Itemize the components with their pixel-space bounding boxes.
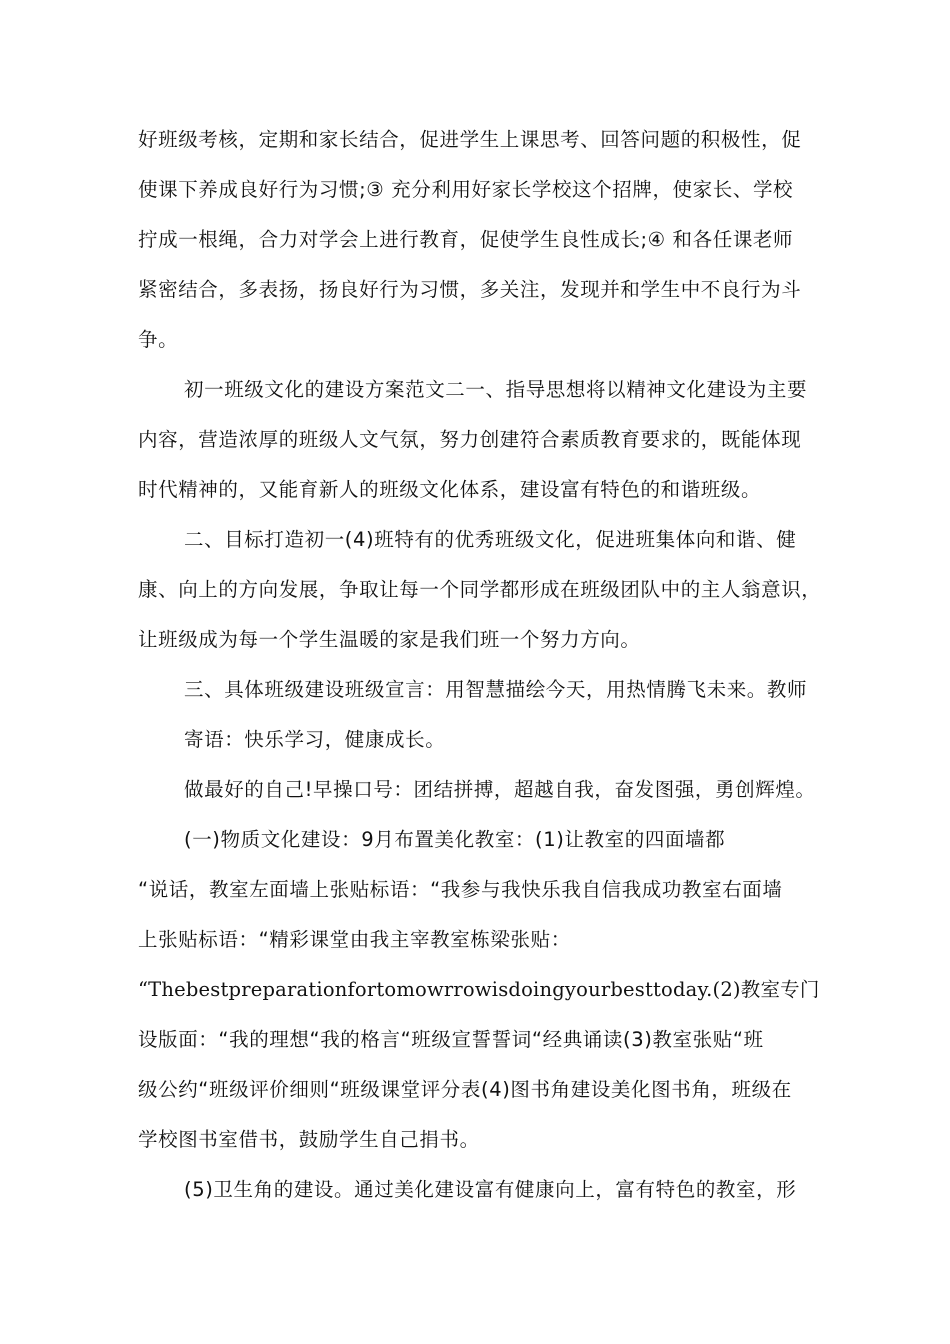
text-line-9: 二、目标打造初一(4)班特有的优秀班级文化，促进班集体向和谐、健 — [184, 528, 797, 551]
text-line-15: (一)物质文化建设：9月布置美化教室：(1)让教室的四面墙都 — [184, 828, 726, 851]
text-line-16: “说话，教室左面墙上张贴标语：“我参与我快乐我自信我成功教室右面墙 — [138, 878, 783, 901]
text-line-6: 初一班级文化的建设方案范文二一、指导思想将以精神文化建设为主要 — [184, 378, 808, 401]
text-line-20: 级公约“班级评价细则“班级课堂评分表(4)图书角建设美化图书角，班级在 — [138, 1078, 792, 1101]
text-line-14: 做最好的自己!早操口号：团结拼搏，超越自我，奋发图强，勇创辉煌。 — [184, 778, 816, 801]
text-line-7: 内容，营造浓厚的班级人文气氛，努力创建符合素质教育要求的，既能体现 — [138, 428, 802, 451]
text-line-3: 拧成一根绳，合力对学会上进行教育，促使学生良性成长;④ 和各任课老师 — [138, 228, 794, 251]
text-line-4: 紧密结合，多表扬，扬良好行为习惯，多关注，发现并和学生中不良行为斗 — [138, 278, 802, 301]
text-line-18: “Thebestpreparationfortomowrrowisdoingyourbesttoday.(2)教室专门 — [138, 978, 820, 1001]
text-line-1: 好班级考核，定期和家长结合，促进学生上课思考、回答问题的积极性，促 — [138, 128, 802, 151]
text-line-13: 寄语：快乐学习，健康成长。 — [184, 728, 446, 751]
text-line-17: 上张贴标语：“精彩课堂由我主宰教室栋梁张贴： — [138, 928, 571, 951]
text-line-8: 时代精神的，又能育新人的班级文化体系，建设富有特色的和谐班级。 — [138, 478, 762, 501]
text-line-22: (5)卫生角的建设。通过美化建设富有健康向上，富有特色的教室，形 — [184, 1178, 797, 1201]
text-line-11: 让班级成为每一个学生温暖的家是我们班一个努力方向。 — [138, 628, 641, 651]
text-line-10: 康、向上的方向发展，争取让每一个同学都形成在班级团队中的主人翁意识， — [138, 578, 822, 601]
text-line-21: 学校图书室借书，鼓励学生自己捐书。 — [138, 1128, 480, 1151]
text-line-5: 争。 — [138, 328, 179, 351]
text-line-2: 使课下养成良好行为习惯;③ 充分利用好家长学校这个招牌，使家长、学校 — [138, 178, 794, 201]
text-line-19: 设版面：“我的理想“我的格言“班级宣誓誓词“经典诵读(3)教室张贴“班 — [138, 1028, 764, 1051]
text-line-12: 三、具体班级建设班级宣言：用智慧描绘今天，用热情腾飞未来。教师 — [184, 678, 808, 701]
